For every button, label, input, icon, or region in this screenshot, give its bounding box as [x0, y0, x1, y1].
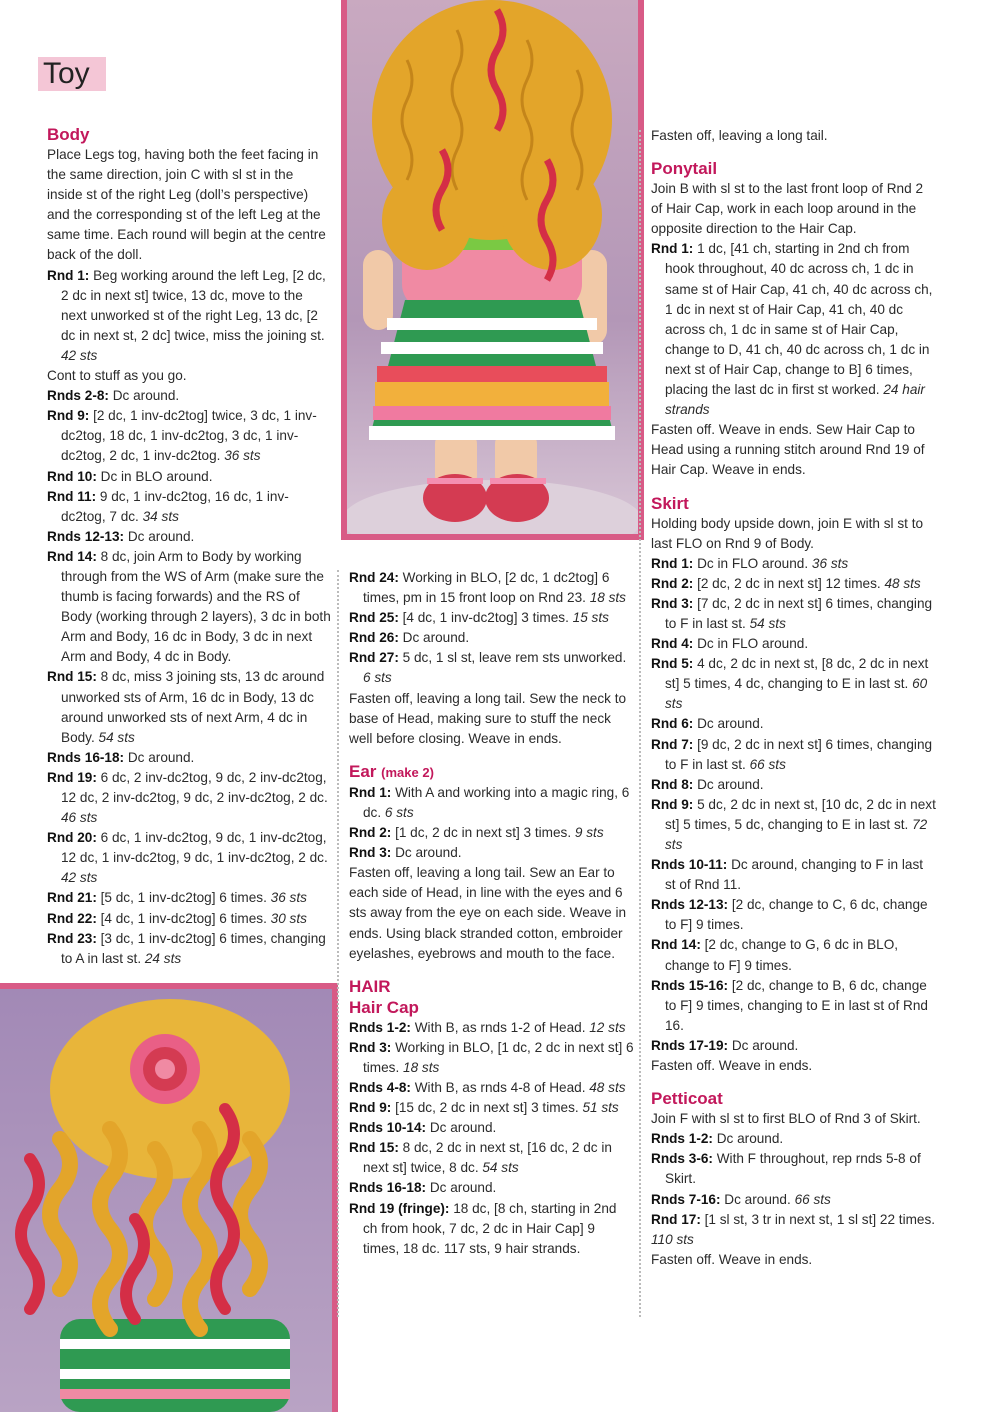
column-1: [47, 124, 332, 969]
instruction-row: Rnds 16-18: Dc around.: [349, 1180, 497, 1196]
instruction-row: Rnd 3: Dc around.: [349, 845, 462, 861]
instruction-row: Rnd 22: [4 dc, 1 inv-dc2tog] 6 times. 30 sts: [47, 910, 307, 926]
instruction-row: Rnds 10-11: Dc around, changing to F in last st of Rnd 11.: [651, 857, 924, 893]
instruction-row: Rnds 7-16: Dc around. 66 sts: [651, 1191, 831, 1207]
fasten-off-note: Fasten off, leaving a long tail.: [651, 128, 828, 143]
hair-heading: HAIR: [349, 976, 391, 996]
instruction-row: Rnd 15: 8 dc, 2 dc in next st, [16 dc, 2 dc in next st] twice, 8 dc. 54 sts: [349, 1140, 612, 1176]
skirt-end-note: Fasten off. Weave in ends.: [651, 1058, 813, 1074]
instruction-row: Rnds 12-13: [2 dc, change to C, 6 dc, change to F] 9 times.: [651, 897, 928, 933]
column-divider-2: [639, 130, 641, 1317]
instruction-row: Rnds 1-2: Dc around.: [651, 1131, 784, 1147]
instruction-row: Rnds 1-2: With B, as rnds 1-2 of Head. 12 sts: [349, 1019, 626, 1035]
body-cont-note: Cont to stuff as you go.: [47, 368, 187, 384]
column-3: [651, 126, 936, 1270]
instruction-row: Rnd 27: 5 dc, 1 sl st, leave rem sts unworked. 6 sts: [349, 650, 627, 686]
doll-hair-photo: [0, 983, 338, 1412]
instruction-row: Rnd 20: 6 dc, 1 inv-dc2tog, 9 dc, 1 inv-dc2tog, 12 dc, 1 inv-dc2tog, 9 dc, 1 inv-dc2tog, 2 dc. 42 sts: [47, 830, 328, 886]
ear-heading: Ear (make 2): [349, 761, 434, 781]
ponytail-paragraph: Fasten off. Weave in ends. Sew Hair Cap to Head using a running stitch around Rnd 19 of Hair Cap. Weave in ends.: [651, 422, 925, 478]
instruction-row: Rnd 14: [2 dc, change to G, 6 dc in BLO, change to F] 9 times.: [651, 937, 899, 973]
instruction-row: Rnd 1: 1 dc, [41 ch, starting in 2nd ch from hook throughout, 40 dc across ch, 1 dc in same st of Hair Cap, 41 ch, 40 dc across ch, 1 dc in next st of Hair Cap, 41 ch, 40 dc across ch, 1 dc in same st of Hair Cap, change to D, 41 ch, 40 dc across ch, 1 dc in next st of Hair Cap, change to B] 6 times, placing the last dc in first st worked. 24 hair strands: [651, 241, 933, 418]
instruction-row: Rnd 23: [3 dc, 1 inv-dc2tog] 6 times, changing to A in last st. 24 sts: [47, 930, 326, 966]
instruction-row: Rnds 17-19: Dc around.: [651, 1037, 799, 1053]
petticoat-intro: Join F with sl st to first BLO of Rnd 3 of Skirt.: [651, 1111, 921, 1127]
instruction-row: Rnd 17: [1 sl st, 3 tr in next st, 1 sl st] 22 times. 110 sts: [651, 1211, 936, 1247]
skirt-heading: Skirt: [651, 493, 689, 513]
instruction-row: Rnd 8: Dc around.: [651, 776, 764, 792]
instruction-row: Rnd 2: [2 dc, 2 dc in next st] 12 times. 48 sts: [651, 575, 921, 591]
instruction-row: Rnd 3: [7 dc, 2 dc in next st] 6 times, changing to F in last st. 54 sts: [651, 595, 933, 631]
instruction-row: Rnds 10-14: Dc around.: [349, 1120, 497, 1136]
ear-paragraph: Fasten off, leaving a long tail. Sew an Ear to each side of Head, in line with the eyes and 6 sts away from the eye on each side. Weave in ends. Using black stranded cotton, embroider eyelashes, eyebrows and mouth to the face.: [349, 865, 627, 961]
instruction-row: Rnd 1: With A and working into a magic ring, 6 dc. 6 sts: [349, 784, 630, 820]
instruction-row: Rnd 1: Dc in FLO around. 36 sts: [651, 555, 849, 571]
instruction-row: Rnds 4-8: With B, as rnds 4-8 of Head. 48 sts: [349, 1079, 626, 1095]
neck-paragraph: Fasten off, leaving a long tail. Sew the neck to base of Head, making sure to stuff the neck well before closing. Weave in ends.: [349, 690, 627, 746]
instruction-row: Rnd 9: [2 dc, 1 inv-dc2tog] twice, 3 dc, 1 inv-dc2tog, 18 dc, 1 inv-dc2tog, 3 dc, 1 inv-dc2tog, 2 dc, 1 inv-dc2tog. 36 sts: [47, 408, 317, 464]
instruction-row: Rnd 25: [4 dc, 1 inv-dc2tog] 3 times. 15 sts: [349, 610, 609, 626]
instruction-row: Rnd 26: Dc around.: [349, 630, 470, 646]
doll-hair-illustration: [0, 989, 332, 1412]
ponytail-intro: Join B with sl st to the last front loop of Rnd 2 of Hair Cap, work in each loop around in the opposite direction to the Hair Cap.: [651, 181, 924, 237]
column-2: [349, 568, 634, 1259]
instruction-row: Rnd 3: Working in BLO, [1 dc, 2 dc in next st] 6 times. 18 sts: [349, 1039, 634, 1075]
instruction-row: Rnd 10: Dc in BLO around.: [47, 468, 213, 484]
petticoat-end-note: Fasten off. Weave in ends.: [651, 1251, 813, 1267]
instruction-row: Rnd 19 (fringe): 18 dc, [8 ch, starting in 2nd ch from hook, 7 dc, 2 dc in Hair Cap] 9 times, 18 dc. 117 sts, 9 hair strands.: [349, 1200, 617, 1256]
instruction-row: Rnd 14: 8 dc, join Arm to Body by working through from the WS of Arm (make sure the thumb is facing forwards) and the RS of Body (working through 2 layers), 3 dc in both Arm and Body, 16 dc in Body, 3 dc in next Arm and Body, 4 dc in Body.: [47, 548, 331, 665]
instruction-row: Rnds 15-16: [2 dc, change to B, 6 dc, change to F] 9 times, changing to E in last st of Rnd 16.: [651, 977, 928, 1033]
doll-back-photo: [341, 0, 644, 540]
instruction-row: Rnd 19: 6 dc, 2 inv-dc2tog, 9 dc, 2 inv-dc2tog, 12 dc, 2 inv-dc2tog, 9 dc, 2 inv-dc2tog, 2 dc. 46 sts: [47, 769, 328, 826]
petticoat-heading: Petticoat: [651, 1089, 723, 1109]
instruction-row: Rnds 12-13: Dc around.: [47, 528, 195, 544]
section-tag: Toy: [38, 57, 106, 91]
instruction-row: Rnd 6: Dc around.: [651, 716, 764, 732]
column-divider-1: [337, 570, 339, 1317]
instruction-row: Rnd 4: Dc in FLO around.: [651, 636, 809, 652]
doll-back-illustration: [347, 0, 638, 534]
instruction-row: Rnd 2: [1 dc, 2 dc in next st] 3 times. 9 sts: [349, 825, 604, 841]
instruction-row: Rnd 9: [15 dc, 2 dc in next st] 3 times. 51 sts: [349, 1100, 619, 1116]
instruction-row: Rnd 1: Beg working around the left Leg, [2 dc, 2 dc in next st] twice, 13 dc, move to the next unworked st of the right Leg, 13 dc, [2 dc in next st, 2 dc] twice, miss the joining st. 42 sts: [47, 267, 326, 363]
body-intro: Place Legs tog, having both the feet facing in the same direction, join C with sl st in the inside st of the right Leg (doll’s perspective) and the corresponding st of the left Leg at the same time. Each round will begin at the centre back of the doll.: [47, 147, 326, 263]
instruction-row: Rnd 24: Working in BLO, [2 dc, 1 dc2tog] 6 times, pm in 15 front loop on Rnd 23. 18 sts: [349, 570, 626, 606]
hair-cap-heading: Hair Cap: [349, 997, 419, 1017]
instruction-row: Rnds 2-8: Dc around.: [47, 388, 180, 404]
ponytail-heading: Ponytail: [651, 159, 718, 179]
skirt-intro: Holding body upside down, join E with sl st to last FLO on Rnd 9 of Body.: [651, 515, 924, 551]
instruction-row: Rnd 7: [9 dc, 2 dc in next st] 6 times, changing to F in last st. 66 sts: [651, 736, 933, 772]
instruction-row: Rnd 15: 8 dc, miss 3 joining sts, 13 dc around unworked sts of Arm, 16 dc in Body, 13 dc around unworked sts of next Arm, 4 dc in Body. 54 sts: [47, 669, 325, 745]
body-heading: Body: [47, 125, 90, 144]
instruction-row: Rnd 5: 4 dc, 2 dc in next st, [8 dc, 2 dc in next st] 5 times, 4 dc, changing to E in last st. 60 sts: [651, 656, 929, 712]
instruction-row: Rnds 3-6: With F throughout, rep rnds 5-8 of Skirt.: [651, 1151, 921, 1187]
instruction-row: Rnd 9: 5 dc, 2 dc in next st, [10 dc, 2 dc in next st] 5 times, 5 dc, changing to E in last st. 72 sts: [651, 796, 936, 852]
instruction-row: Rnd 11: 9 dc, 1 inv-dc2tog, 16 dc, 1 inv-dc2tog, 7 dc. 34 sts: [47, 488, 289, 524]
instruction-row: Rnd 21: [5 dc, 1 inv-dc2tog] 6 times. 36 sts: [47, 890, 307, 906]
instruction-row: Rnds 16-18: Dc around.: [47, 749, 195, 765]
